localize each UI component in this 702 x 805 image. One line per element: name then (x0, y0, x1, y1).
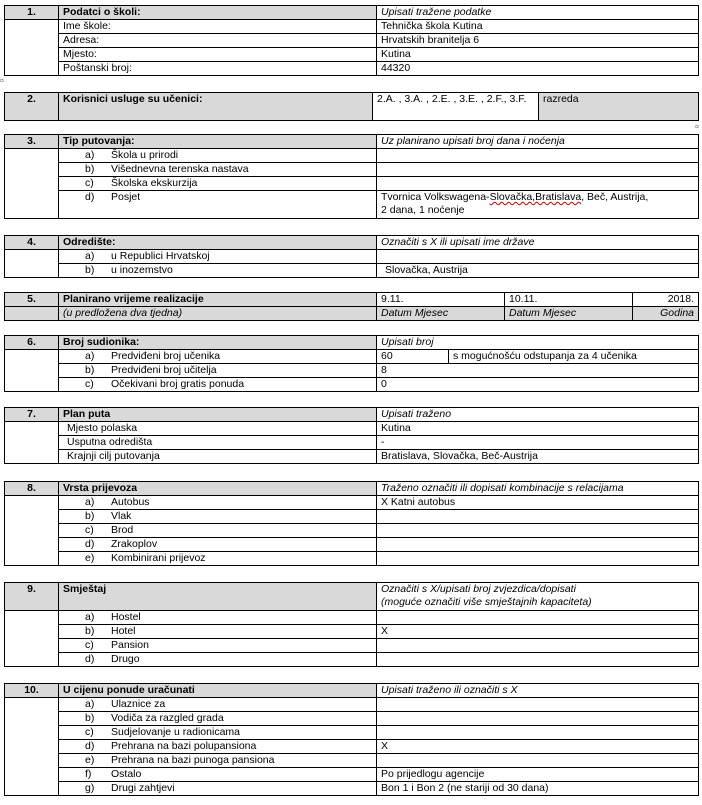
option-label: g) Drugi zahtjevi (59, 782, 377, 796)
option-value[interactable] (377, 163, 699, 177)
paragraph-mark: ¤ (695, 124, 699, 131)
option-value[interactable] (377, 754, 699, 768)
section-spacer (5, 149, 59, 219)
section-subtitle: (u predložena dva tjedna) (59, 307, 377, 321)
section-number: 5. (5, 293, 59, 307)
section-school-info (4, 5, 699, 76)
field-label: Poštanski broj: (59, 62, 377, 76)
field-value[interactable]: Kutina (377, 422, 699, 436)
section-hint: Označiti s X/upisati broj zvjezdica/dopisati (moguće označiti više smještajnih kapaciteta) (377, 583, 699, 611)
option-label: e) Kombinirani prijevoz (59, 552, 377, 566)
option-value[interactable] (377, 524, 699, 538)
field-label: Mjesto: (59, 48, 377, 62)
section-title: Korisnici usluge su učenici: (59, 93, 373, 121)
teachers-count[interactable]: 8 (377, 364, 699, 378)
field-value[interactable]: Tehnička škola Kutina (377, 20, 699, 34)
option-label: a) Škola u prirodi (59, 149, 377, 163)
section-number: 7. (5, 408, 59, 422)
option-label: c) Pansion (59, 639, 377, 653)
section-title: Vrsta prijevoza (59, 482, 377, 496)
field-label: Usputna odredišta (59, 436, 377, 450)
field-value[interactable]: Bratislava, Slovačka, Beč-Austrija (377, 450, 699, 464)
option-value[interactable] (377, 611, 699, 625)
date-from-caption: Datum Mjesec (377, 307, 505, 321)
option-value[interactable] (377, 698, 699, 712)
section-spacer (5, 20, 59, 76)
section-number: 6. (5, 336, 59, 350)
option-label: b) Višednevna terenska nastava (59, 163, 377, 177)
option-label: a) u Republici Hrvatskoj (59, 250, 377, 264)
section-travel-plan (4, 407, 699, 464)
section-number: 4. (5, 236, 59, 250)
gratis-count[interactable]: 0 (377, 378, 699, 392)
option-label: b) Predviđeni broj učitelja (59, 364, 377, 378)
option-value[interactable] (377, 712, 699, 726)
option-label: d) Prehrana na bazi polupansiona (59, 740, 377, 754)
section-spacer (5, 611, 59, 667)
students-note[interactable]: s mogućnošću odstupanja za 4 učenika (449, 350, 699, 364)
section-spacer (5, 422, 59, 464)
section-title: Plan puta (59, 408, 377, 422)
section-hint: Upisati broj (377, 336, 699, 350)
section-hint: Traženo označiti ili dopisati kombinacije s relacijama (377, 482, 699, 496)
option-value[interactable]: X (377, 625, 699, 639)
section-title: Broj sudionika: (59, 336, 377, 350)
option-label: b) Hotel (59, 625, 377, 639)
section-participants-count (4, 335, 699, 392)
option-label: e) Prehrana na bazi punoga pansiona (59, 754, 377, 768)
section-spacer (5, 307, 59, 321)
field-value[interactable]: Kutina (377, 48, 699, 62)
option-label: a) Predviđeni broj učenika (59, 350, 377, 364)
option-value[interactable] (377, 552, 699, 566)
field-label: Mjesto polaska (59, 422, 377, 436)
option-value[interactable] (377, 250, 699, 264)
section-number: 9. (5, 583, 59, 611)
section-hint: Upisati tražene podatke (377, 6, 699, 20)
section-hint: Označiti s X ili upisati ime države (377, 236, 699, 250)
section-spacer (5, 250, 59, 278)
option-value[interactable]: Slovačka, Austrija (377, 264, 699, 278)
field-value[interactable]: 44320 (377, 62, 699, 76)
option-label: a) Hostel (59, 611, 377, 625)
classes-value[interactable]: 2.A. , 3.A. , 2.E. , 3.E. , 2.F., 3.F. (373, 93, 539, 121)
section-hint: Uz planirano upisati broj dana i noćenja (377, 135, 699, 149)
section-title: Podatci o školi: (59, 6, 377, 20)
classes-suffix: razreda (539, 93, 699, 121)
option-label: d) Drugo (59, 653, 377, 667)
section-number: 2. (5, 93, 59, 121)
section-spacer (5, 496, 59, 566)
option-label: c) Školska ekskurzija (59, 177, 377, 191)
section-spacer (5, 350, 59, 392)
option-value[interactable]: X Katni autobus (377, 496, 699, 510)
paragraph-mark: ¤ (0, 78, 4, 85)
section-transport-type (4, 481, 699, 566)
section-price-includes (4, 683, 699, 796)
field-label: Ime škole: (59, 20, 377, 34)
option-label: b) Vodiča za razgled grada (59, 712, 377, 726)
field-value[interactable]: - (377, 436, 699, 450)
option-value[interactable] (377, 149, 699, 163)
section-title: Planirano vrijeme realizacije (59, 293, 377, 307)
date-from[interactable]: 9.11. (377, 293, 505, 307)
option-label: b) u inozemstvo (59, 264, 377, 278)
section-participants-classes (4, 92, 699, 121)
option-label: f) Ostalo (59, 768, 377, 782)
option-label: d) Posjet (59, 191, 377, 219)
option-label: b) Vlak (59, 510, 377, 524)
option-label: c) Očekivani broj gratis ponuda (59, 378, 377, 392)
option-label: a) Ulaznice za (59, 698, 377, 712)
field-label: Krajnji cilj putovanja (59, 450, 377, 464)
option-label: c) Sudjelovanje u radionicama (59, 726, 377, 740)
option-value[interactable] (377, 726, 699, 740)
section-trip-type (4, 134, 699, 219)
option-value[interactable] (377, 653, 699, 667)
section-hint: Upisati traženo (377, 408, 699, 422)
section-hint: Upisati traženo ili označiti s X (377, 684, 699, 698)
option-label: d) Zrakoplov (59, 538, 377, 552)
date-to[interactable]: 10.11. (505, 293, 633, 307)
students-count[interactable]: 60 (377, 350, 449, 364)
year-value[interactable]: 2018. (633, 293, 699, 307)
section-title: Tip putovanja: (59, 135, 377, 149)
section-spacer (5, 698, 59, 796)
section-number: 8. (5, 482, 59, 496)
option-label: c) Brod (59, 524, 377, 538)
option-value[interactable] (377, 639, 699, 653)
date-to-caption: Datum Mjesec (505, 307, 633, 321)
year-caption: Godina (633, 307, 699, 321)
section-number: 3. (5, 135, 59, 149)
section-number: 1. (5, 6, 59, 20)
spellcheck-underlined-text: Slovačka,Bratislava (489, 191, 582, 203)
option-value[interactable] (377, 177, 699, 191)
field-label: Adresa: (59, 34, 377, 48)
option-value[interactable] (377, 510, 699, 524)
section-destination (4, 235, 699, 278)
option-value[interactable]: Po prijedlogu agencije (377, 768, 699, 782)
field-value[interactable]: Hrvatskih branitelja 6 (377, 34, 699, 48)
section-title: U cijenu ponude uračunati (59, 684, 377, 698)
section-accommodation (4, 582, 699, 667)
section-title: Smještaj (59, 583, 377, 611)
option-value[interactable]: X (377, 740, 699, 754)
section-title: Odredište: (59, 236, 377, 250)
section-realization-time (4, 292, 699, 321)
visit-value[interactable]: Tvornica Volkswagena-Slovačka,Bratislava, Beč, Austrija, 2 dana, 1 noćenje (377, 191, 699, 219)
option-label: a) Autobus (59, 496, 377, 510)
section-number: 10. (5, 684, 59, 698)
option-value[interactable]: Bon 1 i Bon 2 (ne stariji od 30 dana) (377, 782, 699, 796)
option-value[interactable] (377, 538, 699, 552)
